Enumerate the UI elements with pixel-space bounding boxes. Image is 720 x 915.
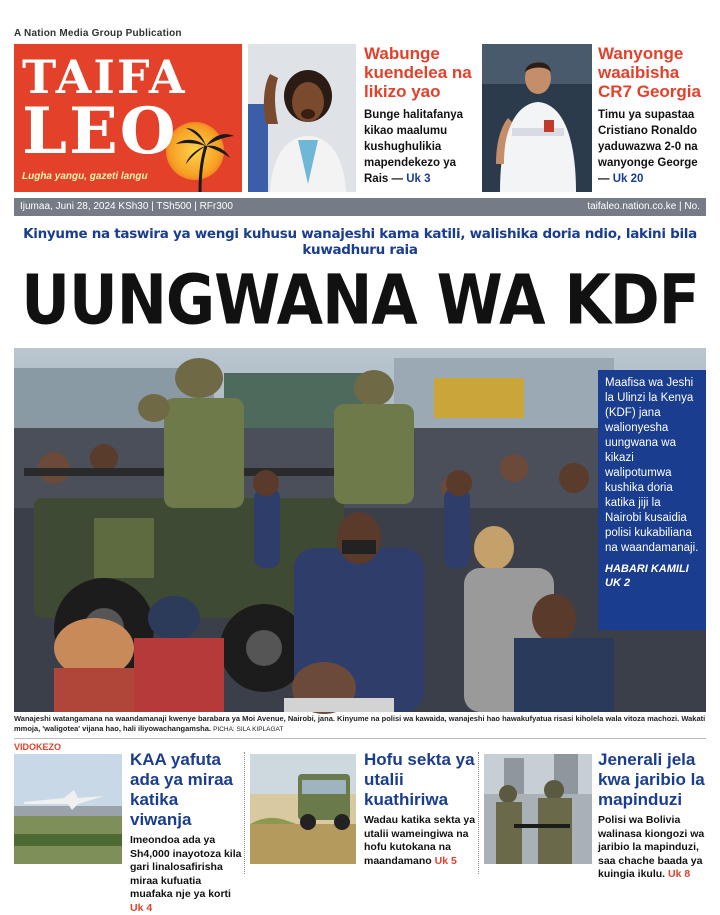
sidebar-summary: Maafisa wa Jeshi la Ulinzi la Kenya (KDF) jana walionyesha uungwana wa kikazi walipotumwa kushika doria katika jiji la Nairobi kusaidia polisi kukabiliana na waandamanaji. bbox=[605, 377, 699, 554]
column-separator bbox=[478, 752, 479, 874]
read-more-link[interactable] bbox=[605, 562, 699, 590]
read-more-label: HABARI KAMILI bbox=[605, 563, 689, 575]
brief-1[interactable] bbox=[130, 750, 242, 915]
teaser-2-body bbox=[598, 107, 708, 187]
brief-2-body-text: Wadau katika sekta ya utalii wameingiwa na hofu kutokana na maandamano bbox=[364, 814, 476, 867]
section-label: VIDOKEZO bbox=[14, 742, 62, 752]
teaser-1-body bbox=[364, 107, 476, 187]
main-story-photo[interactable] bbox=[14, 348, 706, 712]
masthead-title-line2: LEO bbox=[22, 94, 178, 169]
masthead-tagline: Lugha yangu, gazeti langu bbox=[22, 171, 148, 182]
teaser-1[interactable] bbox=[364, 44, 476, 187]
speaker-photo bbox=[248, 44, 356, 192]
brief-2-photo[interactable] bbox=[250, 754, 356, 864]
brief-1-photo[interactable] bbox=[14, 754, 122, 864]
teaser-2-page-ref[interactable]: Uk 20 bbox=[612, 173, 644, 185]
teaser-photo-1[interactable] bbox=[248, 44, 356, 192]
column-separator bbox=[244, 752, 245, 874]
brief-1-body-text: Imeondoa ada ya Sh4,000 inayotoza kila gari linalosafirisha miraa kufuatia muafaka nje ya korti bbox=[130, 834, 242, 900]
teaser-1-page-ref[interactable]: Uk 3 bbox=[406, 173, 431, 185]
brief-1-headline[interactable]: KAA yafuta ada ya miraa katika viwanja bbox=[130, 750, 234, 829]
publisher-line: A Nation Media Group Publication bbox=[14, 28, 182, 39]
dateline-bar bbox=[14, 198, 706, 216]
teaser-1-body-text: Bunge halitafanya kikao maalumu kushughulikia mapendekezo ya Rais — bbox=[364, 109, 464, 185]
brief-2-headline[interactable]: Hofu sekta ya utalii kuathiriwa bbox=[364, 750, 475, 809]
brief-2-page-ref[interactable]: Uk 5 bbox=[434, 854, 457, 867]
brief-3[interactable] bbox=[598, 750, 708, 882]
brief-3-headline[interactable]: Jenerali jela kwa jaribio la mapinduzi bbox=[598, 750, 705, 809]
safari-vehicle-photo bbox=[250, 754, 356, 864]
airport-photo bbox=[14, 754, 122, 864]
read-more-page: UK 2 bbox=[605, 577, 631, 589]
photo-caption bbox=[14, 714, 706, 735]
section-divider bbox=[14, 738, 706, 739]
brief-3-body-text: Polisi wa Bolivia walinasa kiongozi wa jaribio la mapinduzi, saa chache baada ya kuingia ikulu. bbox=[598, 814, 705, 880]
main-story-sidebar bbox=[598, 370, 706, 630]
brief-1-body bbox=[130, 834, 242, 915]
footballer-photo bbox=[482, 44, 592, 192]
teaser-2-headline[interactable]: Wanyonge waaibisha CR7 Georgia bbox=[598, 44, 701, 101]
masthead-logo[interactable] bbox=[14, 44, 242, 192]
teaser-2-body-text: Timu ya supastaa Cristiano Ronaldo yaduwazwa 2-0 na wanyonge George— bbox=[598, 109, 698, 185]
brief-3-photo[interactable] bbox=[484, 754, 592, 864]
dateline-date-price: Ijumaa, Juni 28, 2024 KSh30 | TSh500 | RFr300 bbox=[20, 201, 233, 212]
brief-3-body bbox=[598, 814, 708, 882]
dateline-website[interactable]: taifaleo.nation.co.ke | No. bbox=[587, 201, 700, 212]
main-story-kicker: Kinyume na taswira ya wengi kuhusu wanajeshi kama katili, walishika doria ndio, lakini bila kuwadhuru raia bbox=[23, 226, 697, 258]
teaser-2[interactable] bbox=[598, 44, 708, 187]
brief-2[interactable] bbox=[364, 750, 476, 868]
teaser-photo-2[interactable] bbox=[482, 44, 592, 192]
photo-credit: PICHA: SILA KIPLAGAT bbox=[213, 726, 284, 733]
main-story-headline[interactable]: UUNGWANA WA KDF bbox=[21, 260, 699, 341]
caption-text: Wanajeshi watangamana na waandamanaji kwenye barabara ya Moi Avenue, Nairobi, jana. Kinyume na polisi wa kawaida, wanajeshi hao hawakufyatua risasi kiholela wala vitoza machozi. Wakati mmoja, 'waligotea' vijana hao, hali iliyowachangamsha. bbox=[14, 714, 706, 733]
teaser-1-headline[interactable]: Wabunge kuendelea na likizo yao bbox=[364, 44, 472, 101]
brief-2-body bbox=[364, 814, 476, 868]
brief-3-page-ref[interactable]: Uk 8 bbox=[668, 868, 691, 880]
masthead-title bbox=[22, 50, 187, 169]
brief-1-page-ref[interactable]: Uk 4 bbox=[130, 901, 153, 914]
masthead-title-line1: TAIFA bbox=[22, 50, 187, 104]
soldiers-street-photo bbox=[484, 754, 592, 864]
